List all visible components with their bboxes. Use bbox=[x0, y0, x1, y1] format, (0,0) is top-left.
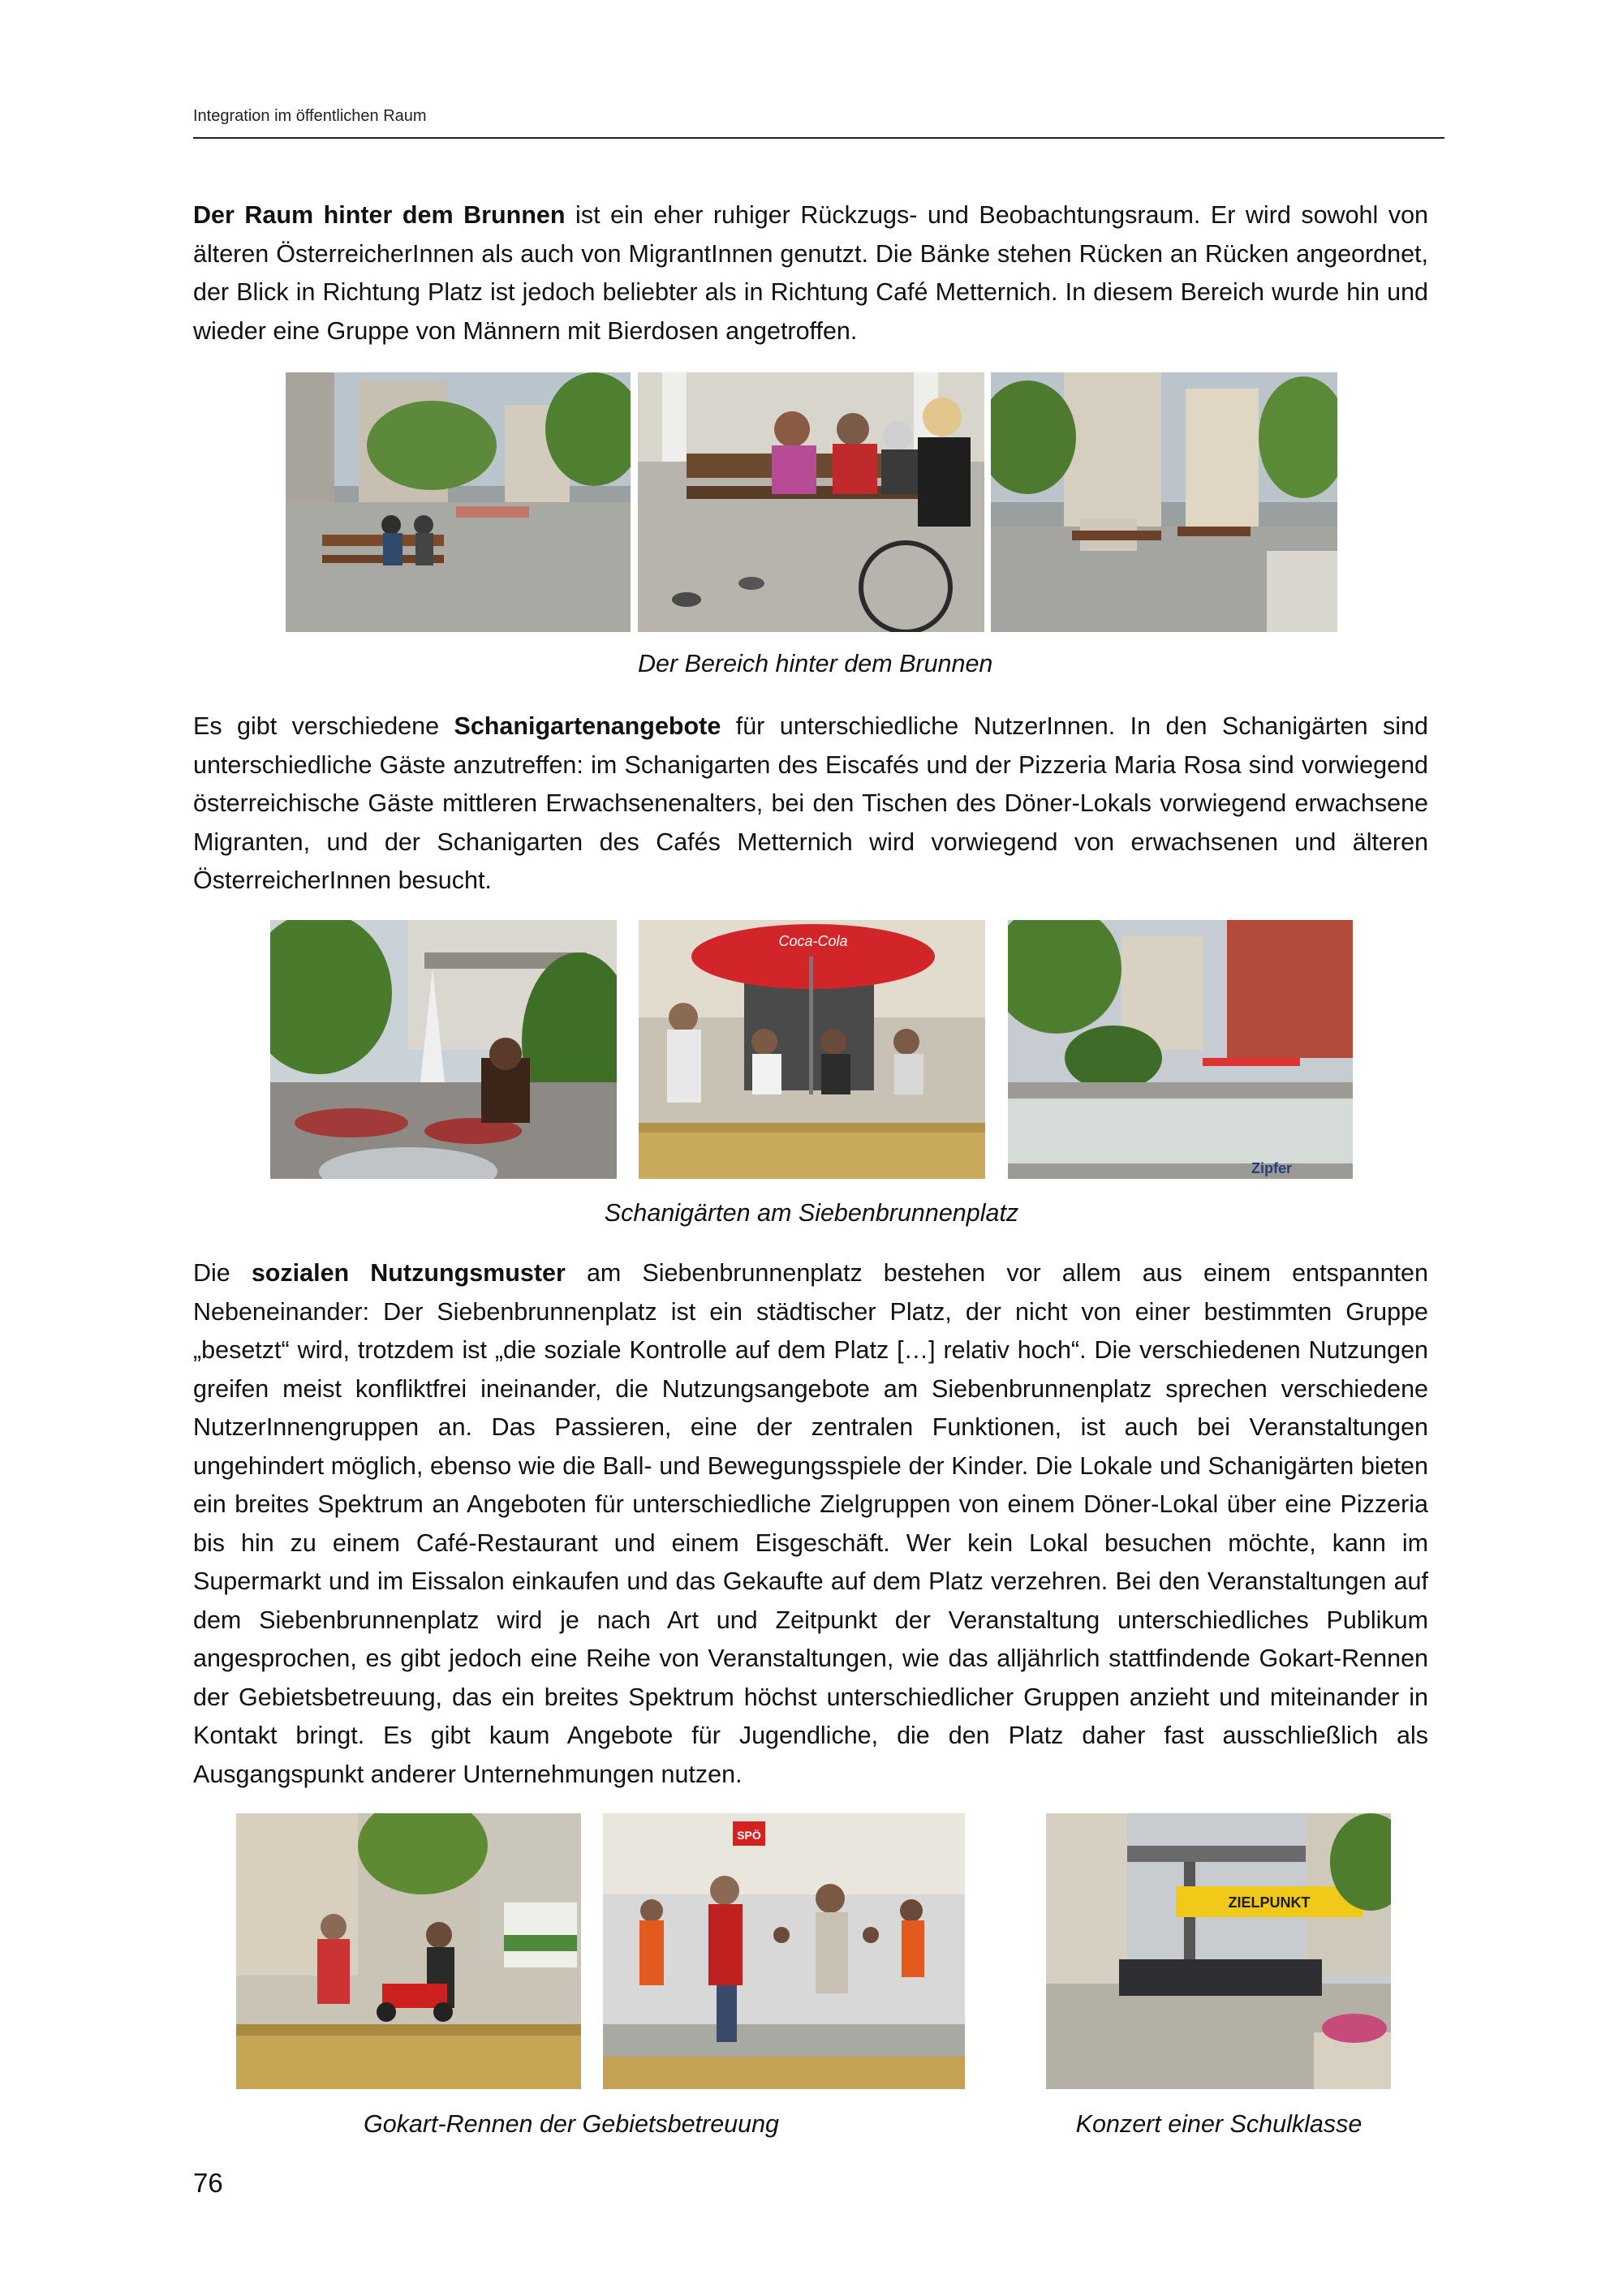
paragraph-body: ist ein eher ruhiger Rückzugs- und Beobachtungsraum. Er wird sowohl von älteren ÖsterreicherInnen als auch von MigrantInnen genutzt. Die Bänke stehen Rücken an Rücken angeordnet, der Blick in Richtung Platz ist jedoch beliebter als in Richtung Café Metternich. In diesem Bereich wurde hin und wieder eine Gruppe von Männern mit Bierdosen angetroffen. bbox=[193, 201, 1428, 345]
paragraph-soziale-nutzungsmuster bbox=[193, 1254, 1428, 1794]
photo-people-on-bench bbox=[638, 372, 984, 632]
caption-schanigaerten: Schanigärten am Siebenbrunnenplatz bbox=[604, 1199, 1019, 1227]
photo-gokart-crowd bbox=[603, 1813, 965, 2089]
caption-konzert-schulklasse: Konzert einer Schulklasse bbox=[1075, 2110, 1363, 2138]
caption-bereich-hinter-brunnen: Der Bereich hinter dem Brunnen bbox=[638, 650, 993, 677]
banner-text: SPÖ bbox=[737, 1829, 761, 1842]
photo-cafe-terrace bbox=[270, 920, 617, 1179]
header-rule bbox=[193, 137, 1444, 139]
paragraph-raum-hinter-brunnen bbox=[193, 196, 1428, 350]
paragraph-schanigartenangebote bbox=[193, 707, 1428, 901]
paragraph-bold-term: Schanigartenangebote bbox=[454, 712, 721, 740]
caption-gokart-rennen: Gokart-Rennen der Gebietsbetreuung bbox=[363, 2110, 780, 2138]
page-number: 76 bbox=[193, 2168, 223, 2198]
paragraph-lead-in: Die bbox=[193, 1259, 252, 1287]
photo-school-concert bbox=[1046, 1813, 1391, 2089]
paragraph-body: für unterschiedliche NutzerInnen. In den Schanigärten sind unterschiedliche Gäste anzutreffen: im Schanigarten des Eiscafés und der Pizzeria Maria Rosa sind vorwiegend österreichische Gäste mittleren Erwachsenenalters, bei den Tischen des Döner-Lokals vorwiegend erwachsene Migranten, und der Schanigarten des Cafés Metternich wird vorwiegend von erwachsenen und älteren ÖsterreicherInnen besucht. bbox=[193, 712, 1428, 894]
paragraph-bold-term: sozialen Nutzungsmuster bbox=[251, 1259, 566, 1287]
paragraph-bold-lead: Der Raum hinter dem Brunnen bbox=[193, 201, 566, 229]
store-sign: ZIELPUNKT bbox=[1228, 1894, 1311, 1911]
photo-gokart-race bbox=[236, 1813, 581, 2089]
photo-cafe-metternich-terrace bbox=[1008, 920, 1353, 1179]
paragraph-lead-in: Es gibt verschiedene bbox=[193, 712, 454, 740]
paragraph-body: am Siebenbrunnenplatz bestehen vor allem aus einem entspannten Nebeneinander: Der Siebenbrunnenplatz ist ein städtischer Platz, der nicht von einer bestimmten Gruppe „besetzt“ wird, trotzdem ist „die soziale Kontrolle auf dem Platz […] relativ hoch“. Die verschiedenen Nutzungen greifen meist konfliktfrei ineinander, die Nutzungsangebote am Siebenbrunnenplatz sprechen verschiedene NutzerInnengruppen an. Das Passieren, eine der zentralen Funktionen, ist auch bei Veranstaltungen ungehindert möglich, ebenso wie die Ball- und Bewegungsspiele der Kinder. Die Lokale und Schanigärten bieten ein breites Spektrum an Angeboten für unterschiedliche Zielgruppen von einem Döner-Lokal über eine Pizzeria bis hin zu einem Café-Restaurant und einem Eisgeschäft. Wer kein Lokal besuchen möchte, kann im Supermarkt und im Eissalon einkaufen und das Gekaufte auf dem Platz verzehren. Bei den Veranstaltungen auf dem Siebenbrunnenplatz wird je nach Art und Zeitpunkt der Veranstaltung unterschiedliches Publikum angesprochen, es gibt jedoch eine Reihe von Veranstaltungen, wie das alljährlich stattfindende Gokart-Rennen der Gebietsbetreuung, das ein breites Spektrum höchst unterschiedlicher Gruppen anzieht und miteinander in Kontakt bringt. Es gibt kaum Angebote für Jugendliche, die den Platz daher fast ausschließlich als Ausgangspunkt anderer Unternehmungen nutzen. bbox=[193, 1259, 1428, 1788]
photo-doener-terrace bbox=[639, 920, 985, 1179]
running-header: Integration im öffentlichen Raum bbox=[193, 107, 427, 125]
umbrella-brand: Coca-Cola bbox=[778, 933, 848, 949]
photo-square-fountain-area bbox=[991, 372, 1337, 632]
photo-square-benches bbox=[286, 372, 631, 632]
barrier-brand: Zipfer bbox=[1251, 1160, 1293, 1176]
